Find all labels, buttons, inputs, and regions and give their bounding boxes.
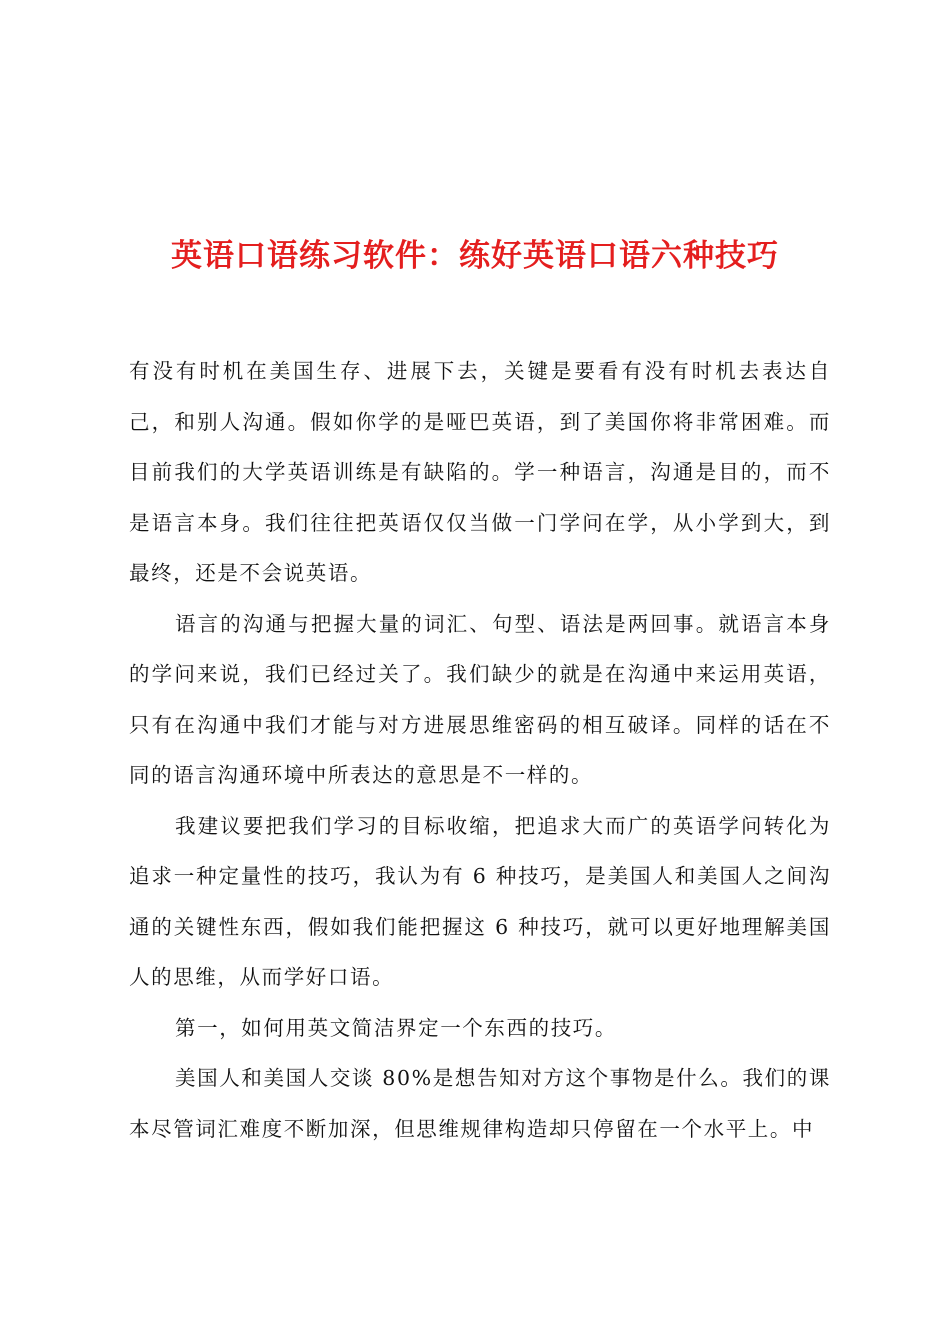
paragraph-5: 美国人和美国人交谈 80%是想告知对方这个事物是什么。我们的课本尽管词汇难度不断加深，但思维规律构造却只停留在一个水平上。中: [129, 1066, 831, 1141]
paragraph-2: 语言的沟通与把握大量的词汇、句型、语法是两回事。就语言本身的学问来说，我们已经过关了。我们缺少的就是在沟通中来运用英语，只有在沟通中我们才能与对方进展思维密码的相互破译。同样的话在不同的语言沟通环境中所表达的意思是不一样的。: [129, 611, 831, 787]
document-title: 英语口语练习软件：练好英语口语六种技巧: [171, 237, 779, 274]
paragraph-4: 第一，如何用英文简洁界定一个东西的技巧。: [175, 1015, 617, 1040]
paragraph-1: 有没有时机在美国生存、进展下去，关键是要看有没有时机去表达自己，和别人沟通。假如你学的是哑巴英语，到了美国你将非常困难。而目前我们的大学英语训练是有缺陷的。学一种语言，沟通是目的，而不是语言本身。我们往往把英语仅仅当做一门学问在学，从小学到大，到最终，还是不会说英语。: [129, 359, 831, 585]
document-body: [129, 346, 831, 1154]
paragraph-3: 我建议要把我们学习的目标收缩，把追求大而广的英语学问转化为追求一种定量性的技巧，我认为有 6 种技巧，是美国人和美国人之间沟通的关键性东西，假如我们能把握这 6 种技巧，就可以更好地理解美国人的思维，从而学好口语。: [129, 813, 831, 989]
